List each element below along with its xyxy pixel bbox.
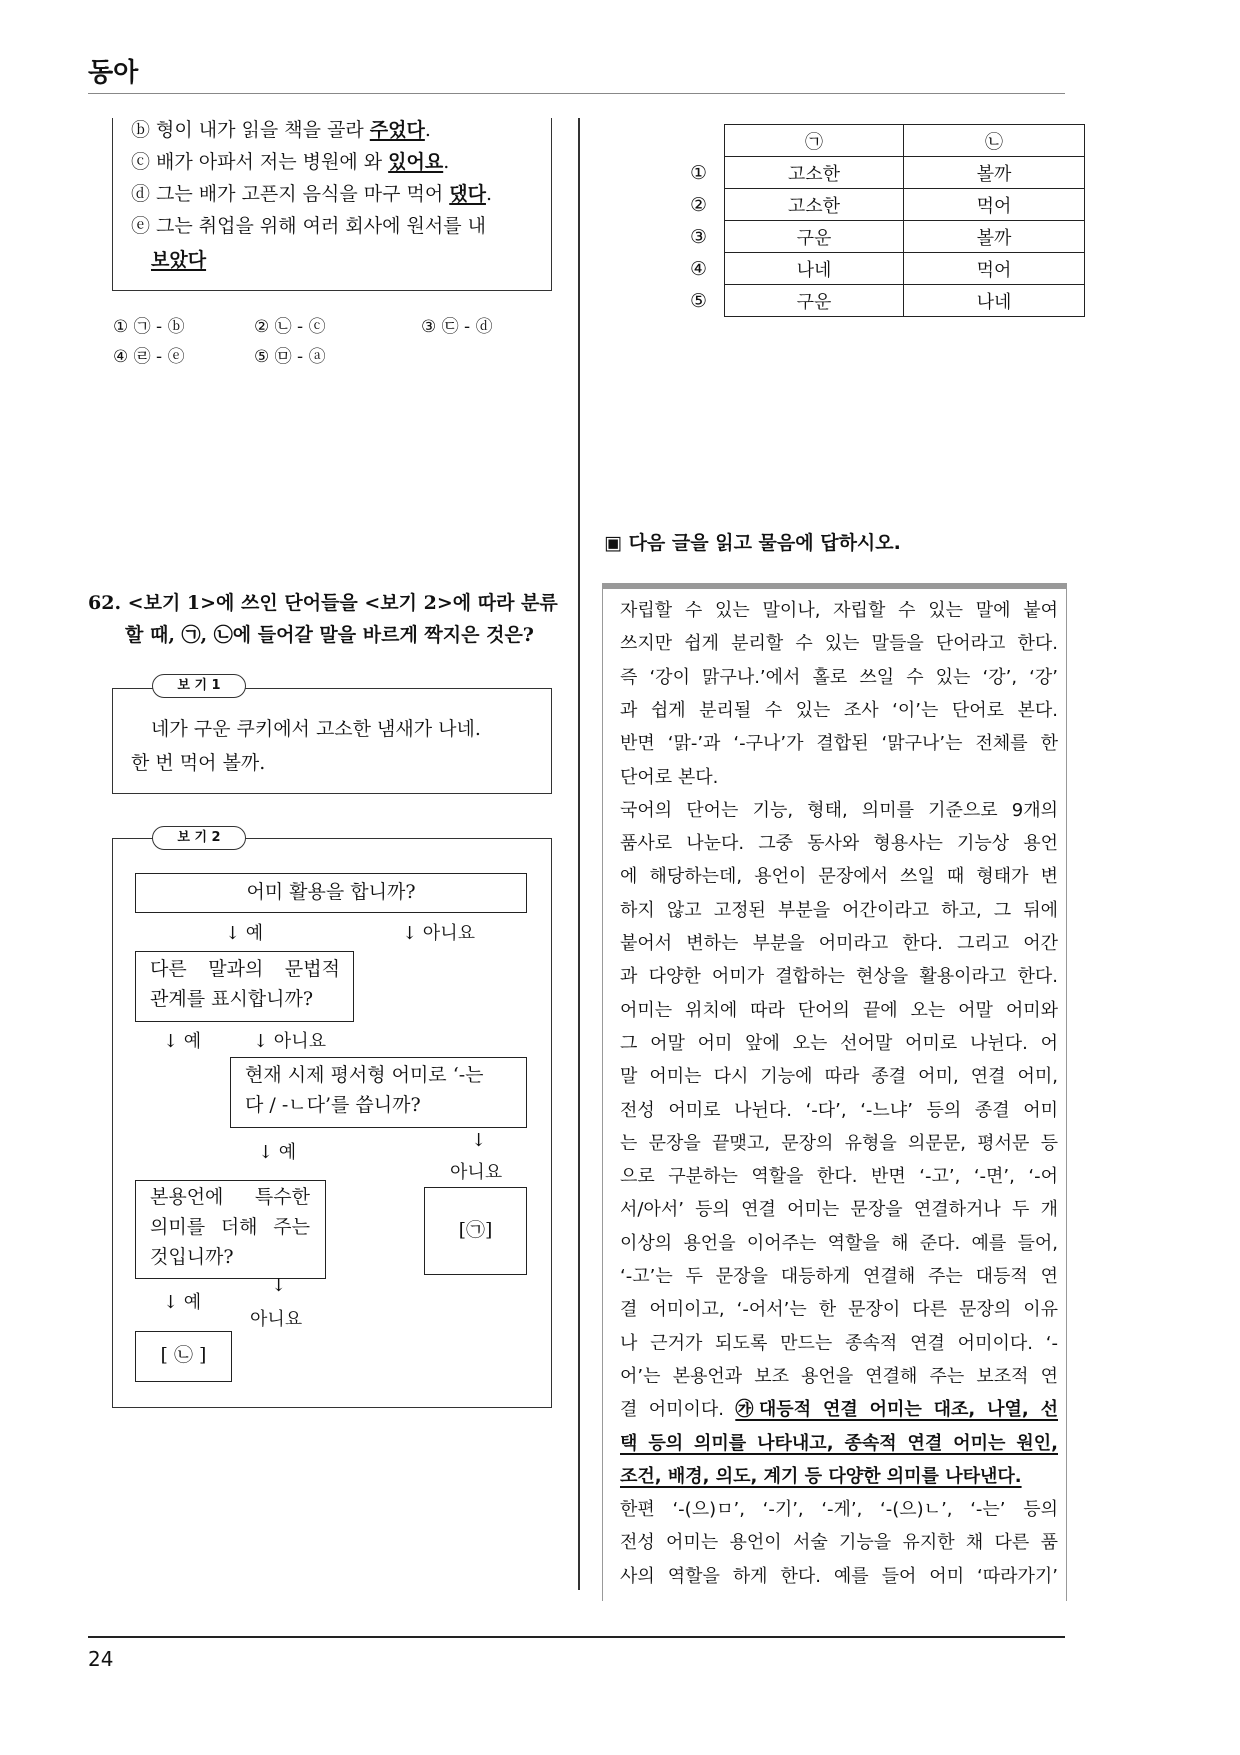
passage-top-border bbox=[602, 583, 1067, 589]
passage-line-text: 나 근거가 되도록 만드는 종속적 연결 어미이다. ‘- bbox=[620, 1332, 1058, 1354]
table-cell: 먹어 bbox=[904, 189, 1085, 221]
table-cell: 구운 bbox=[725, 285, 904, 317]
passage-line bbox=[620, 1260, 1058, 1293]
choice-3[interactable]: ③ ㉢ - ⓓ bbox=[421, 317, 493, 337]
header-title: 동아 bbox=[88, 58, 139, 88]
passage-line bbox=[620, 1060, 1058, 1093]
cont-line-d: ⓓ 그는 배가 고픈지 음식을 마구 먹어 댔다. bbox=[131, 183, 492, 205]
cont-line-c: ⓒ 배가 아파서 저는 병원에 와 있어요. bbox=[131, 151, 450, 173]
header-rule bbox=[88, 93, 1065, 94]
flow-no-2: ↓ 아니요 bbox=[253, 1031, 326, 1052]
passage-line bbox=[620, 627, 1058, 660]
passage-line bbox=[620, 1127, 1058, 1160]
slot-2-label: [ ㉡ ] bbox=[160, 1344, 207, 1366]
cont-line-e-end: 보았다 bbox=[151, 249, 207, 271]
passage-line-text: 전성 어미는 용언이 서술 기능을 유지한 채 다른 품 bbox=[620, 1532, 1058, 1554]
table-row[interactable] bbox=[690, 157, 1085, 189]
flow-no-1: ↓ 아니요 bbox=[402, 923, 475, 944]
table-cell: 나네 bbox=[904, 285, 1085, 317]
passage-line-text: 하지 않고 고정된 부분을 어간이라고 하고, 그 뒤에 bbox=[620, 899, 1058, 921]
passage-line-text: 자립할 수 있는 말이나, 자립할 수 있는 말에 붙여 bbox=[620, 600, 1058, 621]
passage-left-border bbox=[602, 583, 603, 1601]
flow-question-4-line-3: 것입니까? bbox=[150, 1246, 234, 1268]
passage-line-text: 즉 ‘강이 맑구나.’에서 홀로 쓰일 수 있는 ‘강’, ‘강’ bbox=[620, 666, 1058, 688]
passage-line bbox=[620, 727, 1058, 760]
table-header-cell: ㉡ bbox=[904, 125, 1085, 157]
passage-line-text: 붙어서 변하는 부분을 어미라고 한다. 그리고 어간 bbox=[620, 933, 1058, 954]
passage-line-text: 사의 역할을 하게 한다. 예를 들어 어미 ‘따라가기’ bbox=[620, 1565, 1058, 1587]
passage-line bbox=[620, 761, 1058, 794]
passage-underlined-text: 조건, 배경, 의도, 계기 등 다양한 의미를 나타낸다. bbox=[620, 1465, 1022, 1487]
passage-line bbox=[620, 827, 1058, 860]
question-62-line-1: 62. <보기 1>에 쓰인 단어들을 <보기 2>에 따라 분류 bbox=[88, 592, 558, 614]
cont-line-e: ⓔ 그는 취업을 위해 여러 회사에 원서를 내 bbox=[131, 215, 486, 237]
answer-table bbox=[690, 124, 1085, 317]
passage-line bbox=[620, 1560, 1058, 1593]
bogi-1-line-2: 한 번 먹어 볼까. bbox=[131, 752, 266, 774]
table-row-number[interactable]: ③ bbox=[690, 225, 708, 248]
choice-4[interactable]: ④ ㉣ - ⓔ bbox=[113, 347, 185, 367]
passage-line-text: 결 어미이고, ‘-어서’는 한 문장이 다른 문장의 이유 bbox=[620, 1299, 1058, 1321]
flow-question-2-line-1: 다른 말과의 문법적 bbox=[150, 958, 340, 980]
passage-underlined-text: 택 등의 의미를 나타내고, 종속적 연결 어미는 원인, bbox=[620, 1432, 1058, 1454]
table-row-number[interactable]: ⑤ bbox=[690, 289, 708, 312]
flow-question-3-line-2: 다 / -ㄴ다’를 씁니까? bbox=[245, 1094, 421, 1116]
choice-1[interactable]: ① ㉠ - ⓑ bbox=[113, 317, 185, 337]
cont-line-b: ⓑ 형이 내가 읽을 책을 골라 주었다. bbox=[131, 119, 431, 141]
passage-line bbox=[620, 1227, 1058, 1260]
passage-line-text: 단어로 본다. bbox=[620, 766, 719, 788]
bogi-1-line-1: 네가 구운 쿠키에서 고소한 냄새가 나네. bbox=[151, 718, 481, 740]
table-cell: 고소한 bbox=[725, 157, 904, 189]
table-header-cell: ㉠ bbox=[725, 125, 904, 157]
passage-line-text: 쓰지만 쉽게 분리할 수 있는 말들을 단어라고 한다. bbox=[620, 633, 1058, 655]
passage-directive: ▣ 다음 글을 읽고 물음에 답하시오. bbox=[604, 532, 901, 554]
passage-line bbox=[620, 794, 1058, 827]
passage-line bbox=[620, 994, 1058, 1027]
passage-line-text: 서/아서’ 등의 연결 어미는 문장을 연결하거나 두 개 bbox=[620, 1199, 1058, 1221]
passage-line-text: 에 해당하는데, 용언이 문장에서 쓰일 때 형태가 변 bbox=[620, 866, 1058, 888]
passage-line bbox=[620, 860, 1058, 893]
passage-line bbox=[620, 1327, 1058, 1360]
table-cell: 구운 bbox=[725, 221, 904, 253]
table-row-number[interactable]: ④ bbox=[690, 257, 708, 280]
passage-line-text: 어미는 위치에 따라 단어의 끝에 오는 어말 어미와 bbox=[620, 999, 1058, 1021]
passage-line bbox=[620, 894, 1058, 927]
choice-5[interactable]: ⑤ ㉤ - ⓐ bbox=[254, 347, 326, 367]
passage-line-text: 는 문장을 끝맺고, 문장의 유형을 의문문, 평서문 등 bbox=[620, 1132, 1058, 1154]
passage-line bbox=[620, 1360, 1058, 1393]
passage-line-text: 으로 구분하는 역할을 한다. 반면 ‘-고’, ‘-면’, ‘-어 bbox=[620, 1166, 1058, 1188]
column-divider bbox=[578, 118, 580, 1590]
flow-no-3: 아니요 bbox=[450, 1162, 503, 1183]
passage-line bbox=[620, 1427, 1058, 1460]
table-cell: 볼까 bbox=[904, 221, 1085, 253]
passage-line bbox=[620, 1193, 1058, 1226]
table-header-empty bbox=[690, 125, 725, 157]
flow-question-2-line-2: 관계를 표시합니까? bbox=[150, 988, 314, 1010]
table-cell: 먹어 bbox=[904, 253, 1085, 285]
passage-line bbox=[620, 1160, 1058, 1193]
passage-line-text: 한편 ‘-(으)ㅁ’, ‘-기’, ‘-게’, ‘-(으)ㄴ’, ‘-는’ 등의 bbox=[620, 1499, 1058, 1521]
passage-line bbox=[620, 1094, 1058, 1127]
flow-question-4-line-2: 의미를 더해 주는 bbox=[150, 1216, 310, 1238]
flow-question-4-line-1: 본용언에 특수한 bbox=[150, 1186, 310, 1208]
passage-line-text: 반면 ‘맑-’과 ‘-구나’가 결합된 ‘맑구나’는 전체를 한 bbox=[620, 733, 1058, 755]
flow-yes-4: ↓ 예 bbox=[163, 1292, 202, 1313]
passage-line-text: 말 어미는 다시 기능에 따라 종결 어미, 연결 어미, bbox=[620, 1066, 1058, 1088]
passage-line bbox=[620, 1293, 1058, 1326]
table-header-row bbox=[690, 125, 1085, 157]
passage-line bbox=[620, 1493, 1058, 1526]
passage-line bbox=[620, 927, 1058, 960]
flow-no-4: 아니요 bbox=[250, 1309, 303, 1330]
table-cell: 볼까 bbox=[904, 157, 1085, 189]
passage-line bbox=[620, 1460, 1058, 1493]
passage-line bbox=[620, 661, 1058, 694]
passage-line bbox=[620, 594, 1058, 627]
page-number: 24 bbox=[88, 1647, 114, 1671]
flow-yes-1: ↓ 예 bbox=[225, 923, 264, 944]
flow-arrow-3: ↓ bbox=[471, 1130, 487, 1151]
table-row[interactable] bbox=[690, 285, 1085, 317]
passage-line bbox=[620, 1393, 1058, 1426]
slot-1-label: [㉠] bbox=[458, 1219, 493, 1241]
bogi-2-tab: 보 기 2 bbox=[152, 826, 246, 850]
passage-right-border bbox=[1066, 583, 1067, 1601]
bogi-1-tab: 보 기 1 bbox=[152, 674, 246, 698]
passage-line-text: 그 어말 어미 앞에 오는 선어말 어미로 나뉜다. 어 bbox=[620, 1032, 1058, 1054]
flow-question-1: 어미 활용을 합니까? bbox=[246, 881, 416, 903]
question-62-line-2: 할 때, ㉠, ㉡에 들어갈 말을 바르게 짝지은 것은? bbox=[125, 624, 534, 646]
passage-line bbox=[620, 1027, 1058, 1060]
table-row[interactable] bbox=[690, 221, 1085, 253]
passage-underlined-text: ㉮대등적 연결 어미는 대조, 나열, 선 bbox=[735, 1399, 1058, 1421]
passage-line-text: 과 쉽게 분리될 수 있는 조사 ‘이’는 단어로 본다. bbox=[620, 699, 1058, 721]
passage-line-text: ‘-고’는 두 문장을 대등하게 연결해 주는 대등적 연 bbox=[620, 1266, 1058, 1287]
flow-yes-3: ↓ 예 bbox=[258, 1142, 297, 1163]
passage-line-text: 과 다양한 어미가 결합하는 현상을 활용이라고 한다. bbox=[620, 966, 1058, 988]
table-row[interactable] bbox=[690, 253, 1085, 285]
passage-line-text: 어’는 본용언과 보조 용언을 연결해 주는 보조적 연 bbox=[620, 1365, 1058, 1387]
passage-line bbox=[620, 694, 1058, 727]
table-row[interactable] bbox=[690, 189, 1085, 221]
flow-question-3-line-1: 현재 시제 평서형 어미로 ‘-는 bbox=[245, 1064, 484, 1086]
flow-yes-2: ↓ 예 bbox=[163, 1031, 202, 1052]
table-cell: 고소한 bbox=[725, 189, 904, 221]
passage-line bbox=[620, 960, 1058, 993]
passage-line-text: 국어의 단어는 기능, 형태, 의미를 기준으로 9개의 bbox=[620, 799, 1058, 821]
choice-2[interactable]: ② ㉡ - ⓒ bbox=[254, 317, 326, 337]
footer-rule bbox=[88, 1636, 1065, 1638]
passage-line-text: 전성 어미로 나뉜다. ‘-다’, ‘-느냐’ 등의 종결 어미 bbox=[620, 1099, 1058, 1121]
passage-line bbox=[620, 1526, 1058, 1559]
flow-arrow-4: ↓ bbox=[271, 1275, 287, 1296]
passage-line-text: 결 어미이다. bbox=[620, 1399, 736, 1421]
table-cell: 나네 bbox=[725, 253, 904, 285]
table-row-number[interactable]: ② bbox=[690, 193, 708, 216]
passage-line-text: 이상의 용언을 이어주는 역할을 해 준다. 예를 들어, bbox=[620, 1232, 1058, 1254]
passage-line-text: 품사로 나눈다. 그중 동사와 형용사는 기능상 용언 bbox=[620, 833, 1058, 855]
table-row-number[interactable]: ① bbox=[690, 161, 708, 184]
